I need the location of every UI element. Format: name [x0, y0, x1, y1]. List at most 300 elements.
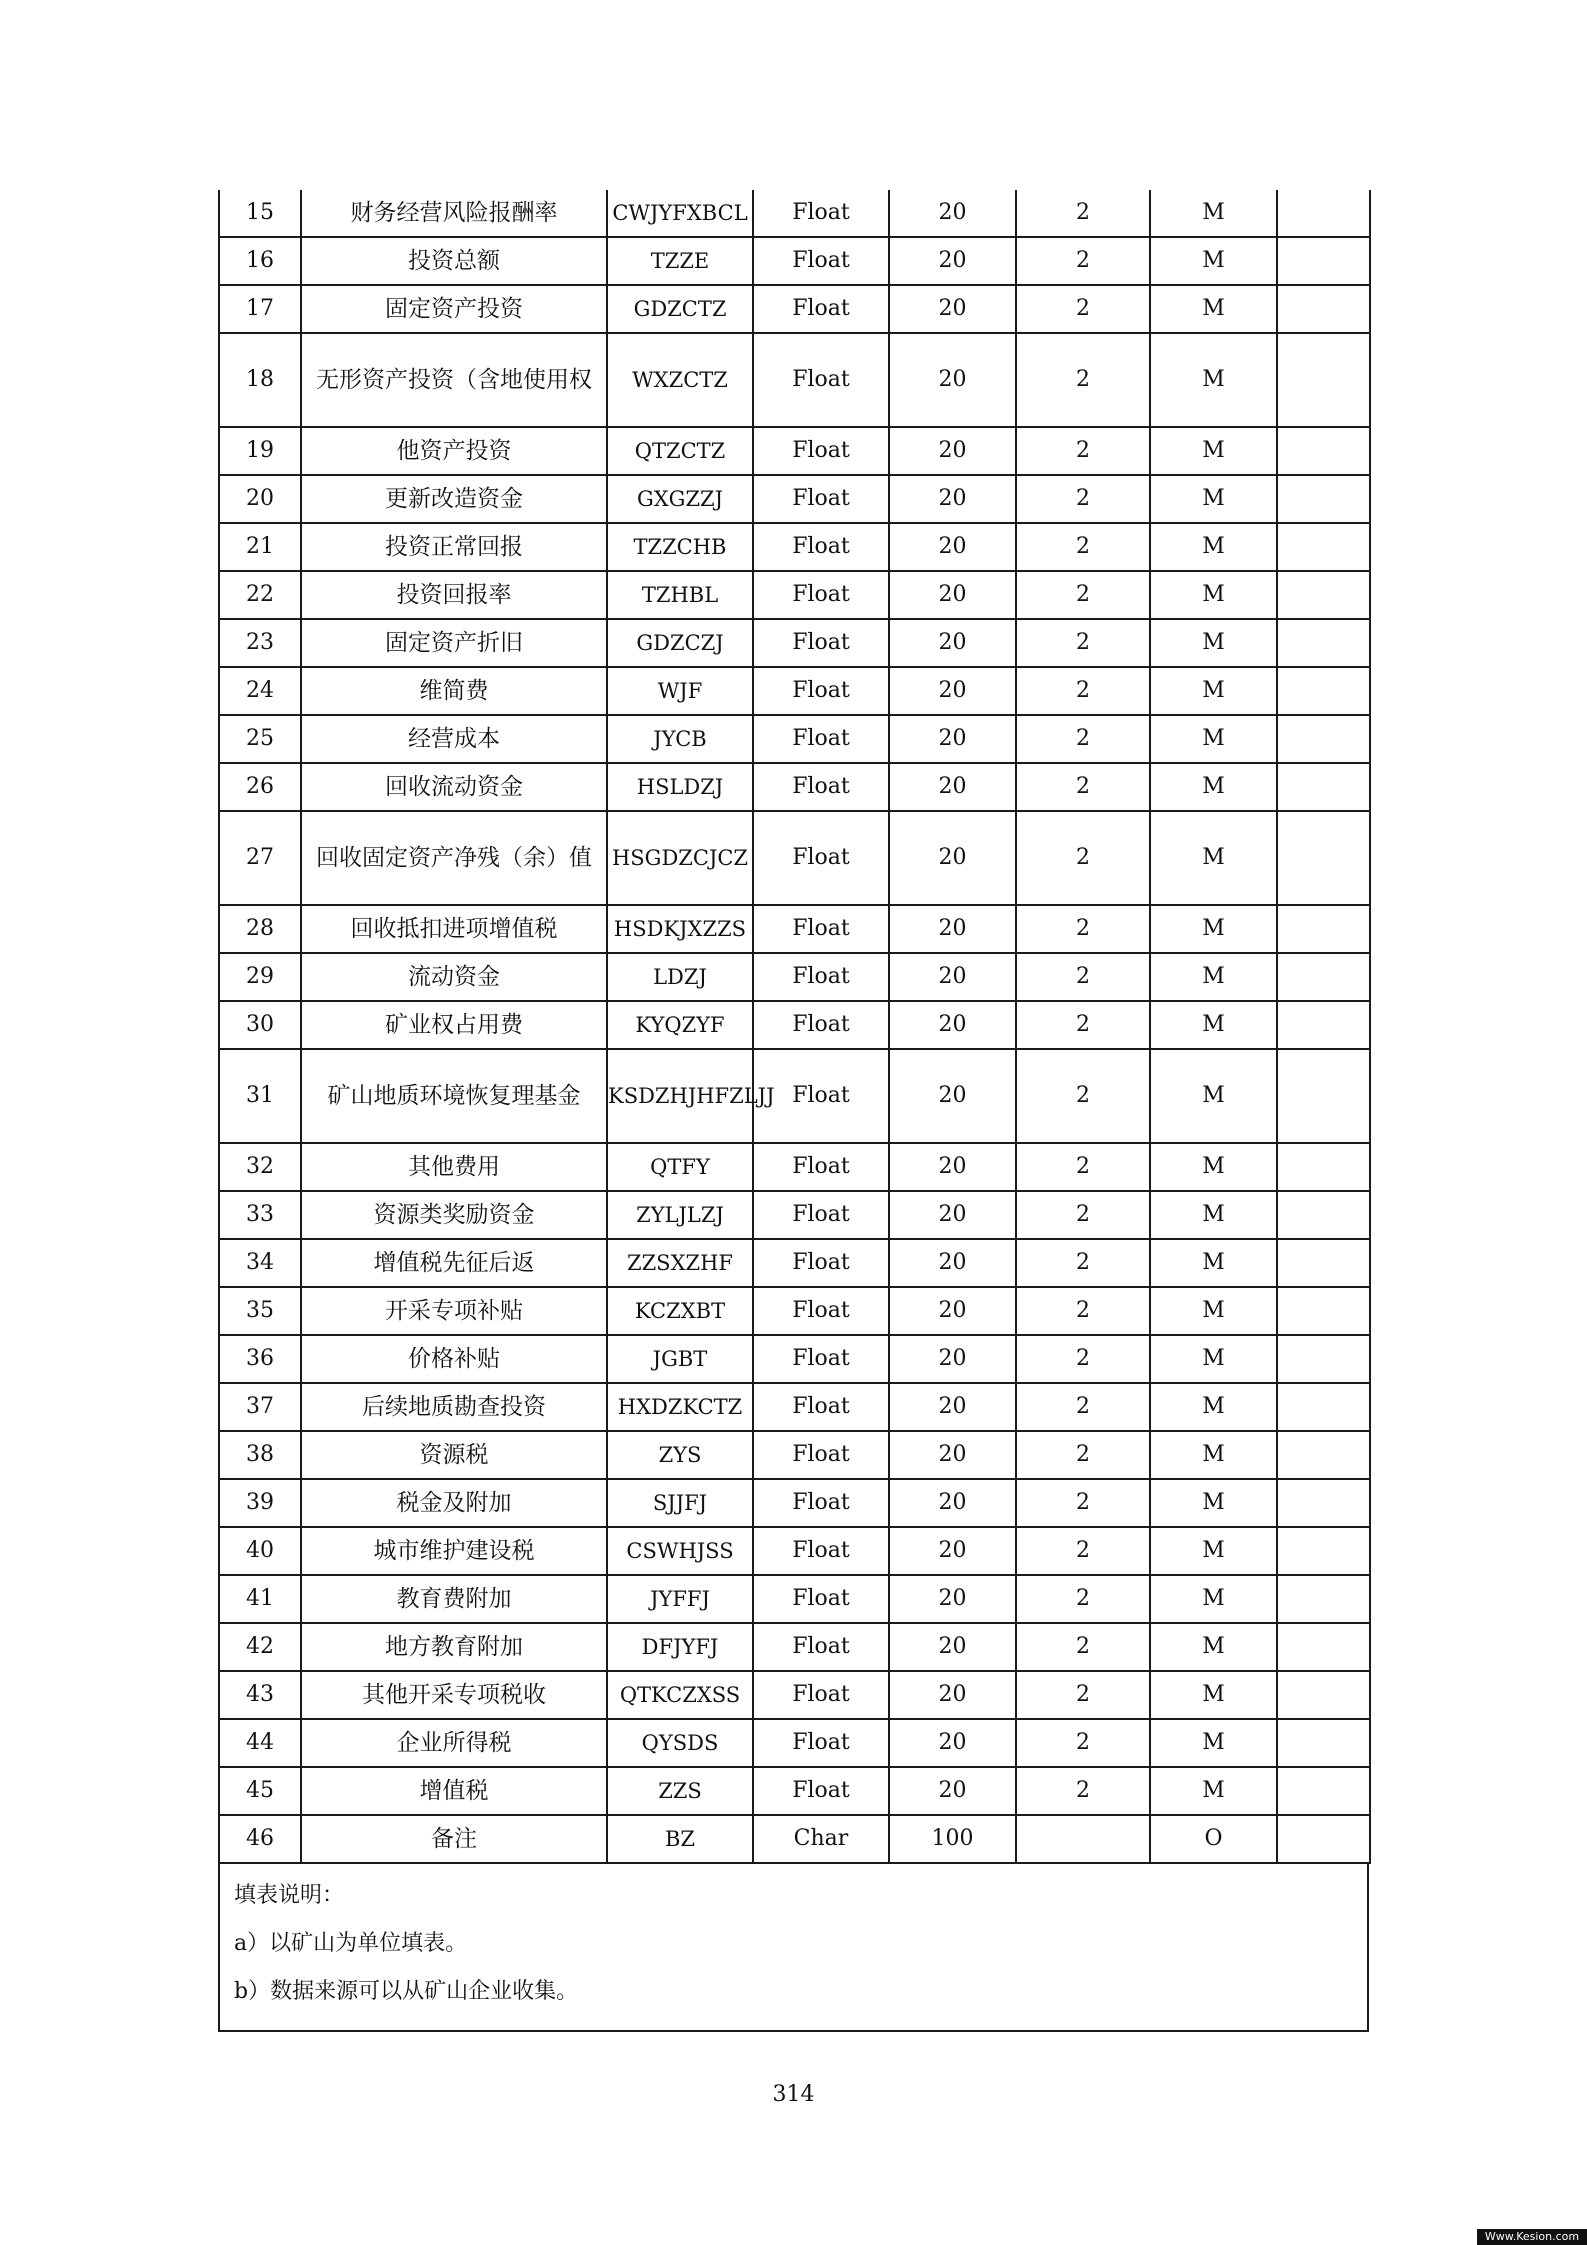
field-name: 回收固定资产净残（余）值	[316, 845, 592, 871]
field-length-cell	[889, 667, 1016, 715]
row-number-cell	[219, 1049, 301, 1143]
field-name: 价格补贴	[408, 1346, 500, 1372]
empty-cell	[1277, 905, 1370, 953]
data-type-cell	[753, 190, 889, 237]
empty-cell	[1277, 1479, 1370, 1527]
field-code: ZYS	[658, 1443, 702, 1467]
field-name-cell	[301, 1767, 607, 1815]
decimal-places: 2	[1076, 1442, 1090, 1467]
empty-cell	[1277, 1383, 1370, 1431]
constraint: M	[1202, 1778, 1225, 1803]
field-length-cell	[889, 1335, 1016, 1383]
field-code-cell	[607, 1431, 753, 1479]
site-watermark: Www.Kesion.com	[1477, 2229, 1587, 2245]
empty-cell	[1277, 953, 1370, 1001]
field-name: 税金及附加	[396, 1490, 512, 1516]
constraint-cell	[1150, 1527, 1277, 1575]
field-name-cell	[301, 571, 607, 619]
constraint-cell	[1150, 475, 1277, 523]
field-name: 经营成本	[408, 726, 500, 752]
decimal-places: 2	[1076, 845, 1090, 870]
decimal-places-cell	[1016, 1575, 1150, 1623]
decimal-places: 2	[1076, 1778, 1090, 1803]
data-type-cell	[753, 1671, 889, 1719]
row-number: 29	[246, 964, 274, 989]
field-code-cell	[607, 427, 753, 475]
table-row	[219, 953, 1370, 1001]
data-type: Float	[792, 726, 850, 751]
field-length: 20	[938, 964, 967, 989]
constraint-cell	[1150, 1239, 1277, 1287]
table-row	[219, 1143, 1370, 1191]
field-name-cell	[301, 1191, 607, 1239]
row-number: 16	[246, 248, 274, 273]
row-number-cell	[219, 333, 301, 427]
field-code-cell	[607, 285, 753, 333]
empty-cell	[1277, 763, 1370, 811]
field-name: 教育费附加	[396, 1586, 512, 1612]
empty-cell	[1277, 190, 1370, 237]
field-length: 20	[938, 726, 967, 751]
field-code: TZHBL	[641, 583, 719, 607]
field-length: 20	[938, 1442, 967, 1467]
data-type: Float	[792, 1682, 850, 1707]
data-type: Float	[792, 774, 850, 799]
field-name-cell	[301, 1335, 607, 1383]
decimal-places: 2	[1076, 1394, 1090, 1419]
field-length-cell	[889, 1671, 1016, 1719]
data-type: Float	[792, 1586, 850, 1611]
data-type: Float	[792, 248, 850, 273]
row-number: 21	[246, 534, 274, 559]
field-length-cell	[889, 1431, 1016, 1479]
empty-cell	[1277, 333, 1370, 427]
constraint: M	[1202, 1394, 1225, 1419]
decimal-places-cell	[1016, 475, 1150, 523]
row-number: 39	[246, 1490, 274, 1515]
decimal-places: 2	[1076, 438, 1090, 463]
constraint-cell	[1150, 523, 1277, 571]
row-number-cell	[219, 1287, 301, 1335]
decimal-places-cell	[1016, 1527, 1150, 1575]
constraint-cell	[1150, 1383, 1277, 1431]
row-number: 42	[246, 1634, 274, 1659]
row-number: 32	[246, 1154, 274, 1179]
field-code-cell	[607, 619, 753, 667]
field-length-cell	[889, 523, 1016, 571]
table-row	[219, 1815, 1370, 1863]
row-number-cell	[219, 475, 301, 523]
field-name: 更新改造资金	[385, 486, 523, 512]
constraint-cell	[1150, 1191, 1277, 1239]
constraint-cell	[1150, 285, 1277, 333]
table-row	[219, 763, 1370, 811]
empty-cell	[1277, 427, 1370, 475]
row-number: 36	[246, 1346, 274, 1371]
field-code: ZYLJLZJ	[636, 1203, 724, 1227]
decimal-places-cell	[1016, 1049, 1150, 1143]
field-name-cell	[301, 1383, 607, 1431]
row-number-cell	[219, 1719, 301, 1767]
field-length: 20	[938, 1012, 967, 1037]
decimal-places-cell	[1016, 523, 1150, 571]
decimal-places-cell	[1016, 333, 1150, 427]
field-code-cell	[607, 1001, 753, 1049]
row-number-cell	[219, 953, 301, 1001]
data-type: Float	[792, 845, 850, 870]
field-name: 矿山地质环境恢复理基金	[327, 1083, 581, 1109]
decimal-places: 2	[1076, 534, 1090, 559]
constraint: M	[1202, 1012, 1225, 1037]
field-name-cell	[301, 715, 607, 763]
data-type: Float	[792, 296, 850, 321]
row-number: 41	[246, 1586, 274, 1611]
data-type-cell	[753, 1335, 889, 1383]
table-row	[219, 619, 1370, 667]
field-length-cell	[889, 333, 1016, 427]
data-type-cell	[753, 333, 889, 427]
field-length-cell	[889, 619, 1016, 667]
field-length: 20	[938, 582, 967, 607]
decimal-places-cell	[1016, 285, 1150, 333]
field-name: 增值税先征后返	[373, 1250, 535, 1276]
field-name-cell	[301, 953, 607, 1001]
constraint: M	[1202, 200, 1225, 225]
constraint-cell	[1150, 427, 1277, 475]
constraint-cell	[1150, 1719, 1277, 1767]
row-number-cell	[219, 1575, 301, 1623]
field-name: 固定资产投资	[385, 296, 523, 322]
data-type: Float	[792, 1298, 850, 1323]
field-name-cell	[301, 1671, 607, 1719]
field-name: 投资总额	[408, 248, 500, 274]
field-length-cell	[889, 1239, 1016, 1287]
data-type-cell	[753, 715, 889, 763]
field-code: TZZCHB	[633, 535, 727, 559]
table-row	[219, 1431, 1370, 1479]
data-type-cell	[753, 953, 889, 1001]
decimal-places-cell	[1016, 1815, 1150, 1863]
field-name: 备注	[431, 1826, 477, 1852]
field-length: 20	[938, 678, 967, 703]
row-number-cell	[219, 1335, 301, 1383]
field-code: WXZCTZ	[632, 368, 728, 392]
field-code-cell	[607, 953, 753, 1001]
field-name-cell	[301, 1815, 607, 1863]
constraint: M	[1202, 1202, 1225, 1227]
field-length-cell	[889, 1001, 1016, 1049]
fill-instructions	[218, 1864, 1369, 2032]
row-number: 23	[246, 630, 274, 655]
field-length-cell	[889, 285, 1016, 333]
data-type: Float	[792, 1490, 850, 1515]
data-type: Char	[793, 1826, 849, 1851]
row-number: 22	[246, 582, 274, 607]
row-number-cell	[219, 763, 301, 811]
field-length-cell	[889, 1527, 1016, 1575]
field-code: HSLDZJ	[636, 775, 724, 799]
decimal-places-cell	[1016, 953, 1150, 1001]
field-code-cell	[607, 1815, 753, 1863]
field-length: 20	[938, 1586, 967, 1611]
field-name-cell	[301, 667, 607, 715]
data-type: Float	[792, 1394, 850, 1419]
constraint-cell	[1150, 953, 1277, 1001]
row-number: 18	[246, 367, 274, 392]
data-type: Float	[792, 438, 850, 463]
constraint: M	[1202, 534, 1225, 559]
field-code-cell	[607, 190, 753, 237]
row-number: 43	[246, 1682, 274, 1707]
empty-cell	[1277, 1767, 1370, 1815]
constraint-cell	[1150, 667, 1277, 715]
data-type: Float	[792, 1442, 850, 1467]
data-type: Float	[792, 1154, 850, 1179]
field-name-cell	[301, 427, 607, 475]
data-type: Float	[792, 200, 850, 225]
row-number-cell	[219, 1383, 301, 1431]
data-type-cell	[753, 1191, 889, 1239]
field-length-cell	[889, 905, 1016, 953]
field-definition-table	[218, 190, 1371, 1864]
field-length: 20	[938, 248, 967, 273]
row-number-cell	[219, 811, 301, 905]
constraint-cell	[1150, 1001, 1277, 1049]
field-name-cell	[301, 333, 607, 427]
data-type: Float	[792, 1083, 850, 1108]
field-name: 其他费用	[408, 1154, 500, 1180]
constraint: M	[1202, 486, 1225, 511]
empty-cell	[1277, 1335, 1370, 1383]
data-type: Float	[792, 486, 850, 511]
decimal-places-cell	[1016, 1191, 1150, 1239]
decimal-places-cell	[1016, 715, 1150, 763]
field-length-cell	[889, 1049, 1016, 1143]
row-number-cell	[219, 523, 301, 571]
notes-heading: 填表说明：	[234, 1883, 345, 1908]
row-number-cell	[219, 1671, 301, 1719]
data-type-cell	[753, 1575, 889, 1623]
constraint-cell	[1150, 1049, 1277, 1143]
field-length-cell	[889, 763, 1016, 811]
constraint: M	[1202, 774, 1225, 799]
row-number-cell	[219, 571, 301, 619]
note-item: a）以矿山为单位填表。	[234, 1931, 468, 1956]
decimal-places-cell	[1016, 1479, 1150, 1527]
field-name-cell	[301, 285, 607, 333]
constraint: M	[1202, 964, 1225, 989]
constraint: M	[1202, 1346, 1225, 1371]
field-name-cell	[301, 1287, 607, 1335]
field-name-cell	[301, 619, 607, 667]
data-type: Float	[792, 1778, 850, 1803]
row-number: 35	[246, 1298, 274, 1323]
field-code: LDZJ	[653, 965, 707, 989]
field-name: 固定资产折旧	[385, 630, 523, 656]
data-type: Float	[792, 964, 850, 989]
field-code-cell	[607, 1239, 753, 1287]
constraint-cell	[1150, 1479, 1277, 1527]
row-number: 15	[246, 200, 274, 225]
decimal-places: 2	[1076, 1154, 1090, 1179]
decimal-places: 2	[1076, 1586, 1090, 1611]
table-row	[219, 715, 1370, 763]
field-length: 20	[938, 845, 967, 870]
row-number-cell	[219, 1001, 301, 1049]
field-code: BZ	[664, 1827, 696, 1851]
field-code: QYSDS	[641, 1731, 719, 1755]
table-row	[219, 190, 1370, 237]
field-code-cell	[607, 763, 753, 811]
empty-cell	[1277, 285, 1370, 333]
empty-cell	[1277, 571, 1370, 619]
table-row	[219, 571, 1370, 619]
row-number-cell	[219, 1767, 301, 1815]
table-row	[219, 285, 1370, 333]
decimal-places: 2	[1076, 296, 1090, 321]
data-type: Float	[792, 1250, 850, 1275]
field-length: 20	[938, 1634, 967, 1659]
field-code-cell	[607, 1049, 775, 1143]
field-code: KYQZYF	[635, 1013, 725, 1037]
decimal-places-cell	[1016, 1287, 1150, 1335]
decimal-places-cell	[1016, 811, 1150, 905]
decimal-places-cell	[1016, 427, 1150, 475]
field-name: 无形资产投资（含地使用权	[316, 367, 592, 393]
field-length-cell	[889, 237, 1016, 285]
data-type-cell	[753, 1383, 889, 1431]
row-number: 30	[246, 1012, 274, 1037]
field-name: 他资产投资	[396, 438, 512, 464]
field-length: 20	[938, 438, 967, 463]
row-number-cell	[219, 285, 301, 333]
field-code: KSDZHJHFZLJJ	[608, 1084, 775, 1108]
table-row	[219, 1671, 1370, 1719]
field-name: 回收流动资金	[385, 774, 523, 800]
field-code-cell	[607, 1767, 753, 1815]
empty-cell	[1277, 1239, 1370, 1287]
decimal-places-cell	[1016, 1671, 1150, 1719]
data-type: Float	[792, 1634, 850, 1659]
field-code: HSDKJXZZS	[613, 917, 747, 941]
table-row	[219, 1623, 1370, 1671]
constraint: M	[1202, 1250, 1225, 1275]
field-length: 20	[938, 367, 967, 392]
empty-cell	[1277, 1575, 1370, 1623]
field-code: CWJYFXBCL	[612, 201, 748, 225]
field-name-cell	[301, 523, 607, 571]
field-name: 资源类奖励资金	[373, 1202, 535, 1228]
field-code-cell	[607, 1527, 753, 1575]
data-type: Float	[792, 1730, 850, 1755]
data-type-cell	[753, 1719, 889, 1767]
data-type-cell	[753, 811, 889, 905]
decimal-places-cell	[1016, 1767, 1150, 1815]
field-code-cell	[607, 571, 753, 619]
decimal-places: 2	[1076, 1634, 1090, 1659]
field-name-cell	[301, 1719, 607, 1767]
table-row	[219, 475, 1370, 523]
field-code-cell	[607, 1623, 753, 1671]
field-code: JYFFJ	[650, 1587, 710, 1611]
data-type: Float	[792, 1012, 850, 1037]
field-name: 后续地质勘查投资	[362, 1394, 546, 1420]
decimal-places: 2	[1076, 916, 1090, 941]
constraint-cell	[1150, 1767, 1277, 1815]
field-code: JYCB	[653, 727, 707, 751]
table-row	[219, 1719, 1370, 1767]
decimal-places-cell	[1016, 1335, 1150, 1383]
field-name: 其他开采专项税收	[362, 1682, 546, 1708]
decimal-places: 2	[1076, 1298, 1090, 1323]
row-number-cell	[219, 715, 301, 763]
row-number-cell	[219, 1479, 301, 1527]
decimal-places: 2	[1076, 1538, 1090, 1563]
field-code-cell	[607, 667, 753, 715]
decimal-places: 2	[1076, 582, 1090, 607]
field-name-cell	[301, 1527, 607, 1575]
field-length: 20	[938, 200, 967, 225]
field-code: HSGDZCJCZ	[611, 846, 749, 870]
field-name: 矿业权占用费	[385, 1012, 523, 1038]
constraint-cell	[1150, 1671, 1277, 1719]
field-name: 地方教育附加	[385, 1634, 523, 1660]
table-body	[219, 190, 1370, 1863]
row-number-cell	[219, 1815, 301, 1863]
field-code: CSWHJSS	[626, 1539, 734, 1563]
constraint: M	[1202, 1083, 1225, 1108]
constraint: M	[1202, 1490, 1225, 1515]
note-item: b）数据来源可以从矿山企业收集。	[234, 1979, 579, 2004]
field-code-cell	[607, 1671, 753, 1719]
decimal-places-cell	[1016, 619, 1150, 667]
field-length-cell	[889, 1479, 1016, 1527]
row-number: 40	[246, 1538, 274, 1563]
field-code-cell	[607, 715, 753, 763]
decimal-places: 2	[1076, 1083, 1090, 1108]
field-length: 20	[938, 1394, 967, 1419]
field-length: 20	[938, 1298, 967, 1323]
field-code-cell	[607, 1191, 753, 1239]
field-code: HXDZKCTZ	[617, 1395, 743, 1419]
field-length: 20	[938, 1154, 967, 1179]
field-length: 20	[938, 916, 967, 941]
field-length-cell	[889, 1575, 1016, 1623]
field-name: 流动资金	[408, 964, 500, 990]
field-code-cell	[607, 811, 753, 905]
field-length: 20	[938, 534, 967, 559]
empty-cell	[1277, 1001, 1370, 1049]
field-name-cell	[301, 1001, 607, 1049]
row-number: 34	[246, 1250, 274, 1275]
table-row	[219, 523, 1370, 571]
decimal-places-cell	[1016, 1239, 1150, 1287]
field-code-cell	[607, 333, 753, 427]
field-length: 20	[938, 486, 967, 511]
decimal-places: 2	[1076, 774, 1090, 799]
decimal-places: 2	[1076, 1730, 1090, 1755]
constraint: M	[1202, 726, 1225, 751]
field-name: 财务经营风险报酬率	[350, 200, 558, 226]
field-code: JGBT	[652, 1347, 708, 1371]
data-type-cell	[753, 1287, 889, 1335]
field-code: SJJFJ	[652, 1491, 708, 1515]
row-number: 25	[246, 726, 274, 751]
row-number-cell	[219, 427, 301, 475]
table-row	[219, 1575, 1370, 1623]
constraint-cell	[1150, 1287, 1277, 1335]
field-name-cell	[301, 1239, 607, 1287]
